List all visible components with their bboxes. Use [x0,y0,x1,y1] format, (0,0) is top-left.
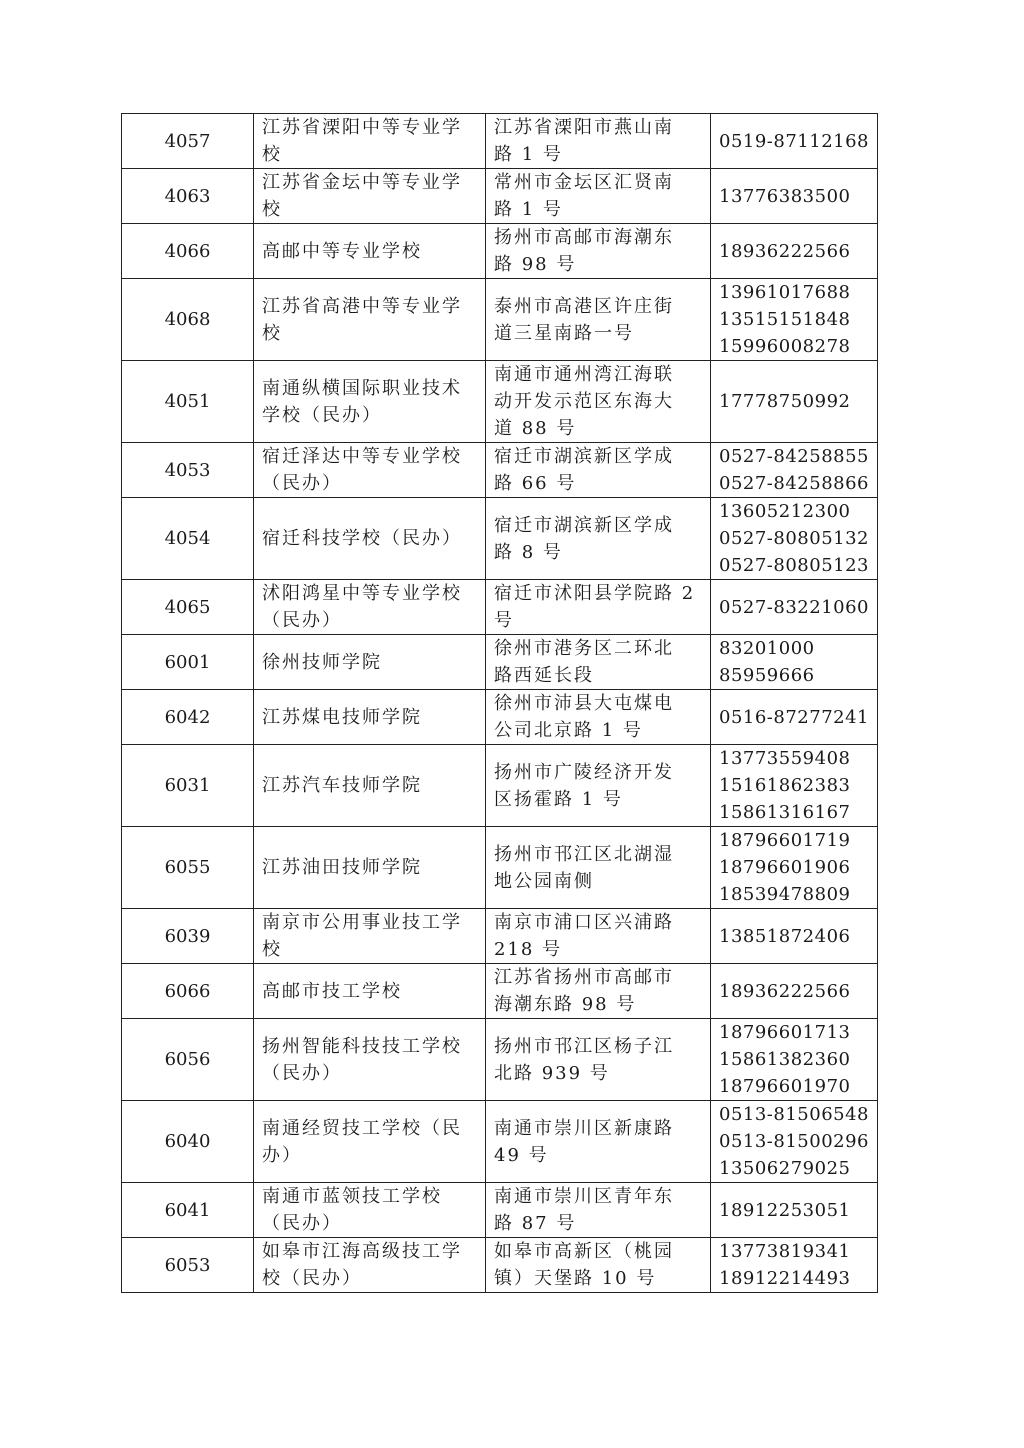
school-address-line: 路 66 号 [494,473,577,494]
school-code-cell [122,443,254,498]
school-name-cell [254,279,486,361]
school-address-line: 路 87 号 [494,1213,577,1234]
school-address-line: 宿迁市湖滨新区学成 [494,514,674,536]
school-code: 6055 [164,857,211,878]
school-address-cell [486,498,711,580]
school-address-line: 南通市崇川区青年东 [494,1186,674,1207]
school-address-line: 扬州市邗江区北湖湿 [494,843,674,865]
phone-number-line: 18936222566 [719,980,851,1002]
school-name-cell [254,1019,486,1101]
school-code-cell [122,827,254,909]
school-name-cell [254,1183,486,1238]
school-name-cell [254,1238,486,1293]
phone-number-line: 13515151848 [719,309,851,330]
phone-number-line: 18539478809 [719,884,851,905]
school-address-cell [486,745,711,827]
school-name-line: 南通市蓝领技工学校 [262,1186,442,1207]
school-code: 6041 [164,1199,211,1221]
school-address-cell [486,635,711,690]
table-row [122,169,878,224]
school-address-line: 北路 939 号 [494,1062,610,1084]
phone-number-cell [711,1183,878,1238]
school-name-line: 学校（民办） [262,404,382,426]
school-address-cell [486,114,711,169]
school-name-line: 高邮市技工学校 [262,980,402,1002]
school-name-cell [254,361,486,443]
school-name-cell [254,580,486,635]
school-address-line: 徐州市沛县大屯煤电 [494,693,674,714]
phone-number-line: 17778750992 [719,391,851,412]
school-name-cell [254,498,486,580]
school-address-line: 常州市金坛区汇贤南 [494,172,674,193]
table-row [122,909,878,964]
school-name-cell [254,690,486,745]
school-name-cell [254,964,486,1019]
school-address-cell [486,224,711,279]
school-name-line: 校 [262,144,282,165]
school-code-cell [122,361,254,443]
school-code: 6066 [164,980,211,1002]
school-address-line: 南通市崇川区新康路 [494,1117,674,1139]
school-address-cell [486,279,711,361]
school-address-line: 南通市通州湾江海联 [494,364,674,385]
phone-number-line: 83201000 [719,638,815,659]
table-row [122,443,878,498]
phone-number-cell [711,1101,878,1183]
phone-number-line: 13506279025 [719,1158,851,1179]
phone-number-cell [711,1019,878,1101]
school-name-line: 南通纵横国际职业技术 [262,377,462,399]
phone-number-line: 0527-83221060 [719,596,870,618]
school-code-cell [122,114,254,169]
school-name-cell [254,1101,486,1183]
phone-number-cell [711,114,878,169]
phone-number-line: 0527-84258866 [719,473,870,494]
school-name-line: 扬州智能科技技工学校 [262,1035,462,1057]
school-name-line: 江苏省高港中等专业学 [262,295,462,317]
phone-number-cell [711,580,878,635]
school-name-line: 校 [262,939,282,960]
school-code: 6031 [164,775,211,796]
table-row [122,224,878,279]
school-address-cell [486,909,711,964]
school-name-cell [254,114,486,169]
school-code-cell [122,745,254,827]
school-code-cell [122,964,254,1019]
school-address-line: 泰州市高港区许庄街 [494,295,674,317]
school-code: 4066 [164,240,211,262]
school-address-line: 镇）天堡路 10 号 [494,1268,657,1289]
school-address-line: 扬州市高邮市海潮东 [494,227,674,248]
school-code: 4054 [164,528,211,549]
table-row [122,635,878,690]
phone-number-line: 0519-87112168 [719,130,870,152]
school-name-line: 江苏煤电技师学院 [262,706,422,728]
phone-number-line: 18796601906 [719,857,851,878]
school-address-line: 扬州市广陵经济开发 [494,761,674,783]
school-address-line: 路 8 号 [494,541,563,563]
school-address-line: 49 号 [494,1144,549,1166]
phone-number-line: 15161862383 [719,775,851,796]
school-name-line: 校 [262,322,282,344]
school-address-cell [486,1101,711,1183]
school-code: 6053 [164,1254,211,1276]
school-name-line: （民办） [262,610,342,631]
school-code: 6042 [164,706,211,728]
school-address-cell [486,443,711,498]
table-row [122,114,878,169]
school-code-cell [122,580,254,635]
school-address-line: 路 98 号 [494,254,577,275]
phone-number-line: 18796601719 [719,830,851,851]
school-code-cell [122,224,254,279]
school-code: 4053 [164,459,211,481]
phone-number-cell [711,443,878,498]
phone-number-line: 13605212300 [719,501,851,522]
school-code: 4063 [164,185,211,207]
school-address-line: 徐州市港务区二环北 [494,638,674,659]
school-name-line: 如皋市江海高级技工学 [262,1241,462,1262]
phone-number-line: 85959666 [719,665,815,686]
school-name-line: 江苏省金坛中等专业学 [262,172,462,193]
table-row [122,279,878,361]
phone-number-line: 15996008278 [719,336,851,357]
school-name-line: 校 [262,199,282,220]
school-address-cell [486,1019,711,1101]
school-contact-table [121,113,878,1293]
school-address-cell [486,169,711,224]
phone-number-line: 13773819341 [719,1241,851,1262]
phone-number-cell [711,224,878,279]
school-code: 6040 [164,1131,211,1152]
table-row [122,361,878,443]
school-address-line: 宿迁市沭阳县学院路 2 [494,583,696,604]
phone-number-cell [711,635,878,690]
phone-number-line: 0513-81500296 [719,1131,870,1152]
table-row [122,1238,878,1293]
school-code-cell [122,909,254,964]
school-address-cell [486,690,711,745]
phone-number-cell [711,964,878,1019]
phone-number-line: 0527-84258855 [719,446,870,467]
school-address-cell [486,1238,711,1293]
phone-number-line: 0527-80805123 [719,555,870,576]
phone-number-cell [711,909,878,964]
school-address-line: 号 [494,610,514,631]
school-name-cell [254,909,486,964]
school-code: 4057 [164,130,211,152]
phone-number-line: 0513-81506548 [719,1104,870,1125]
school-name-cell [254,443,486,498]
school-name-cell [254,827,486,909]
school-name-cell [254,224,486,279]
phone-number-line: 18912214493 [719,1268,851,1289]
phone-number-cell [711,169,878,224]
school-address-line: 道 88 号 [494,418,577,439]
school-code-cell [122,1238,254,1293]
school-address-line: 路 1 号 [494,199,563,220]
school-name-line: 江苏汽车技师学院 [262,775,422,796]
school-name-line: （民办） [262,1062,342,1084]
phone-number-cell [711,745,878,827]
phone-number-cell [711,498,878,580]
phone-number-cell [711,279,878,361]
school-name-line: 江苏油田技师学院 [262,857,422,878]
school-code: 6001 [164,651,211,673]
table-row [122,1183,878,1238]
school-code-cell [122,635,254,690]
table-body [122,114,878,1293]
school-code-cell [122,1019,254,1101]
phone-number-cell [711,827,878,909]
phone-number-line: 13773559408 [719,748,851,769]
school-name-cell [254,745,486,827]
school-code: 6056 [164,1049,211,1070]
school-address-line: 江苏省扬州市高邮市 [494,967,674,988]
phone-number-cell [711,690,878,745]
school-address-cell [486,361,711,443]
school-name-line: （民办） [262,1213,342,1234]
school-address-line: 动开发示范区东海大 [494,391,674,412]
school-address-line: 路 1 号 [494,144,563,165]
school-address-cell [486,964,711,1019]
school-name-cell [254,635,486,690]
table-row [122,827,878,909]
table-row [122,690,878,745]
school-address-line: 公司北京路 1 号 [494,720,643,741]
school-code-cell [122,279,254,361]
school-address-line: 扬州市邗江区杨子江 [494,1035,674,1057]
phone-number-line: 13776383500 [719,185,851,207]
table-row [122,580,878,635]
school-code-cell [122,498,254,580]
school-address-cell [486,1183,711,1238]
phone-number-line: 15861316167 [719,802,851,823]
phone-number-line: 13961017688 [719,282,851,303]
school-code-cell [122,169,254,224]
table-row [122,745,878,827]
phone-number-line: 0527-80805132 [719,528,870,549]
school-address-line: 江苏省溧阳市燕山南 [494,117,674,138]
school-address-line: 如皋市高新区（桃园 [494,1241,674,1262]
phone-number-cell [711,361,878,443]
phone-number-cell [711,1238,878,1293]
school-address-line: 路西延长段 [494,665,594,686]
school-code-cell [122,1183,254,1238]
table-row [122,498,878,580]
school-code-cell [122,1101,254,1183]
school-address-line: 地公园南侧 [494,870,594,892]
phone-number-line: 0516-87277241 [719,706,870,728]
school-name-line: 南京市公用事业技工学 [262,912,462,933]
school-address-line: 宿迁市湖滨新区学成 [494,446,674,467]
school-address-line: 区扬霍路 1 号 [494,788,623,810]
school-name-line: 沭阳鸿星中等专业学校 [262,583,462,604]
school-name-line: 徐州技师学院 [262,651,382,673]
phone-number-line: 18936222566 [719,240,851,262]
phone-number-line: 18796601713 [719,1022,851,1043]
school-name-line: 高邮中等专业学校 [262,240,422,262]
phone-number-line: 18912253051 [719,1199,851,1221]
school-code: 4051 [164,391,211,412]
table-row [122,1019,878,1101]
school-name-line: 南通经贸技工学校（民 [262,1117,462,1139]
table-row [122,1101,878,1183]
school-name-line: 江苏省溧阳中等专业学 [262,117,462,138]
school-name-line: 宿迁泽达中等专业学校 [262,446,462,467]
school-name-line: 宿迁科技学校（民办） [262,528,462,549]
table-row [122,964,878,1019]
school-address-line: 道三星南路一号 [494,322,634,344]
school-address-cell [486,827,711,909]
school-name-cell [254,169,486,224]
school-code: 6039 [164,925,211,947]
school-address-line: 218 号 [494,939,563,960]
phone-number-line: 18796601970 [719,1076,851,1097]
school-code-cell [122,690,254,745]
school-address-line: 海潮东路 98 号 [494,994,637,1015]
school-code: 4068 [164,309,211,330]
phone-number-line: 13851872406 [719,925,851,947]
school-address-cell [486,580,711,635]
school-name-line: 办） [262,1144,302,1166]
school-address-line: 南京市浦口区兴浦路 [494,912,674,933]
school-name-line: 校（民办） [262,1268,362,1289]
school-code: 4065 [164,596,211,618]
phone-number-line: 15861382360 [719,1049,851,1070]
school-name-line: （民办） [262,473,342,494]
